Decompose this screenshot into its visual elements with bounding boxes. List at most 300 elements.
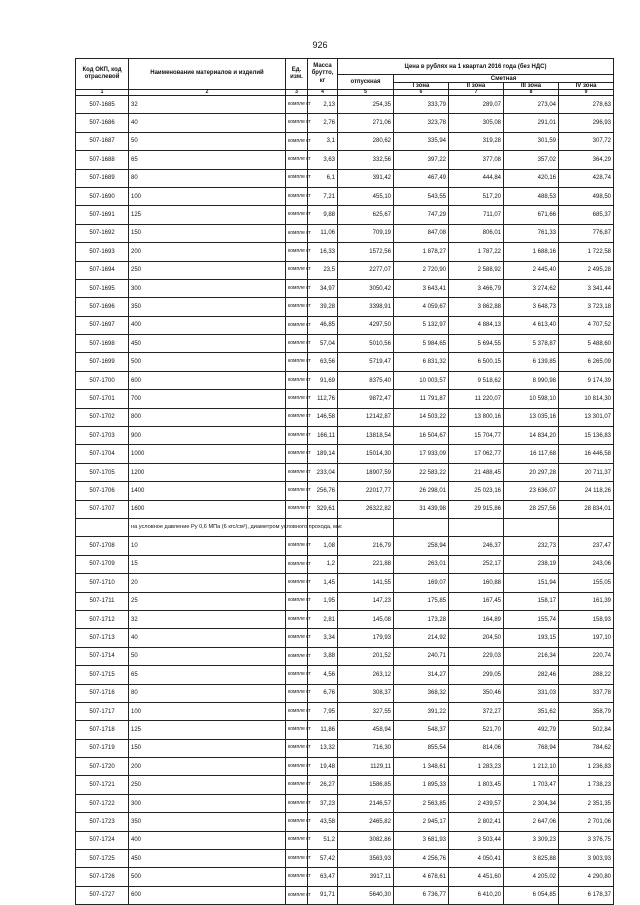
zone-1-price-cell: 175,85 [394,592,449,610]
name-cell: 800 [129,408,286,426]
release-price-cell: 147,23 [338,592,394,610]
zone-2-price-cell [449,518,504,536]
zone-4-price-cell: 24 118,26 [559,482,614,500]
unit-cell: компле кт [286,114,308,132]
mass-cell: 6,1 [308,169,338,187]
zone-4-price-cell: 358,79 [559,702,614,720]
zone-2-price-cell: 444,84 [449,169,504,187]
zone-2-price-cell: 17 062,77 [449,445,504,463]
col-number: 4 [308,90,338,96]
zone-1-price-cell: 323,78 [394,114,449,132]
mass-cell: 34,97 [308,279,338,297]
release-price-cell: 332,56 [338,151,394,169]
unit-cell: компле кт [286,408,308,426]
release-price-cell: 280,62 [338,132,394,150]
table-row [76,408,614,426]
unit-cell: компле кт [286,132,308,150]
name-cell: 350 [129,298,286,316]
mass-cell: 146,58 [308,408,338,426]
unit-cell: компле кт [286,279,308,297]
release-price-cell: 3398,91 [338,298,394,316]
mass-cell: 91,71 [308,886,338,904]
header-zone-3: III зона [504,83,559,90]
zone-3-price-cell: 6 054,85 [504,886,559,904]
table-row [76,886,614,904]
zone-3-price-cell: 20 297,28 [504,463,559,481]
table-row [76,758,614,776]
table-row [76,187,614,205]
table-row [76,353,614,371]
zone-1-price-cell: 548,37 [394,721,449,739]
name-cell: 350 [129,813,286,831]
zone-3-price-cell: 1 688,16 [504,243,559,261]
zone-3-price-cell: 5 378,87 [504,335,559,353]
page-number: 926 [312,40,328,50]
name-cell: 600 [129,886,286,904]
name-cell: 150 [129,739,286,757]
name-cell: 200 [129,758,286,776]
mass-cell: 4,56 [308,666,338,684]
zone-4-price-cell: 502,84 [559,721,614,739]
unit-cell: компле кт [286,206,308,224]
zone-4-price-cell: 237,47 [559,537,614,555]
release-price-cell: 5640,30 [338,886,394,904]
release-price-cell: 709,19 [338,224,394,242]
zone-4-price-cell: 278,63 [559,96,614,114]
release-price-cell: 216,79 [338,537,394,555]
table-row [76,335,614,353]
zone-2-price-cell: 521,70 [449,721,504,739]
code-cell: 507-1700 [76,371,129,389]
name-cell: 80 [129,684,286,702]
mass-cell: 256,76 [308,482,338,500]
zone-4-price-cell: 2 701,06 [559,813,614,831]
mass-cell: 3,88 [308,647,338,665]
name-cell: 10 [129,537,286,555]
zone-4-price-cell: 4 290,80 [559,868,614,886]
zone-2-price-cell: 2 588,92 [449,261,504,279]
zone-3-price-cell: 291,01 [504,114,559,132]
mass-cell: 26,27 [308,776,338,794]
zone-3-price-cell: 158,17 [504,592,559,610]
table-body [76,96,614,905]
zone-1-price-cell: 240,71 [394,647,449,665]
mass-cell: 233,04 [308,463,338,481]
name-cell: 300 [129,794,286,812]
zone-4-price-cell: 155,05 [559,574,614,592]
mass-cell: 7,21 [308,187,338,205]
zone-4-price-cell: 220,74 [559,647,614,665]
zone-2-price-cell: 246,37 [449,537,504,555]
release-price-cell: 271,06 [338,114,394,132]
code-cell: 507-1706 [76,482,129,500]
zone-3-price-cell: 4 613,40 [504,316,559,334]
unit-cell: компле кт [286,187,308,205]
zone-2-price-cell: 4 050,41 [449,850,504,868]
mass-cell: 9,88 [308,206,338,224]
name-cell: 50 [129,647,286,665]
name-cell: 32 [129,96,286,114]
code-cell: 507-1721 [76,776,129,794]
zone-2-price-cell: 21 488,45 [449,463,504,481]
mass-cell: 63,47 [308,868,338,886]
zone-1-price-cell: 5 132,97 [394,316,449,334]
col-number: 1 [76,90,129,96]
release-price-cell: 2465,82 [338,813,394,831]
zone-2-price-cell: 2 802,41 [449,813,504,831]
release-price-cell: 5010,56 [338,335,394,353]
zone-2-price-cell: 3 862,88 [449,298,504,316]
release-price-cell: 3082,86 [338,831,394,849]
header-release-price: отпускная [338,75,394,90]
table-row [76,610,614,628]
name-cell: 300 [129,279,286,297]
zone-4-price-cell: 364,29 [559,151,614,169]
unit-cell: компле кт [286,831,308,849]
name-cell: 450 [129,850,286,868]
zone-2-price-cell: 1 283,23 [449,758,504,776]
mass-cell: 57,04 [308,335,338,353]
zone-2-price-cell: 5 694,55 [449,335,504,353]
table-row [76,629,614,647]
zone-3-price-cell: 23 636,07 [504,482,559,500]
zone-1-price-cell: 2 563,85 [394,794,449,812]
code-cell: 507-1723 [76,813,129,831]
code-cell: 507-1702 [76,408,129,426]
zone-4-price-cell: 158,93 [559,610,614,628]
zone-3-price-cell: 13 035,16 [504,408,559,426]
unit-cell: компле кт [286,445,308,463]
table-row [76,390,614,408]
zone-2-price-cell: 289,07 [449,96,504,114]
zone-3-price-cell: 28 257,56 [504,500,559,518]
unit-cell: компле кт [286,886,308,904]
code-cell: 507-1714 [76,647,129,665]
zone-4-price-cell [559,518,614,536]
zone-4-price-cell: 15 136,83 [559,427,614,445]
zone-2-price-cell: 350,46 [449,684,504,702]
table-row [76,868,614,886]
zone-2-price-cell: 711,07 [449,206,504,224]
code-cell: 507-1709 [76,555,129,573]
code-cell: 507-1716 [76,684,129,702]
table-row [76,463,614,481]
zone-2-price-cell: 252,17 [449,555,504,573]
zone-1-price-cell: 1 895,33 [394,776,449,794]
zone-1-price-cell: 17 933,09 [394,445,449,463]
zone-4-price-cell: 296,93 [559,114,614,132]
zone-1-price-cell: 14 503,22 [394,408,449,426]
mass-cell: 112,76 [308,390,338,408]
zone-3-price-cell: 3 648,73 [504,298,559,316]
mass-cell: 3,34 [308,629,338,647]
table-row [76,427,614,445]
mass-cell: 37,23 [308,794,338,812]
name-cell: 450 [129,335,286,353]
zone-2-price-cell: 204,50 [449,629,504,647]
mass-cell: 2,81 [308,610,338,628]
code-cell: 507-1722 [76,794,129,812]
code-cell: 507-1704 [76,445,129,463]
code-cell: 507-1703 [76,427,129,445]
name-cell: 1600 [129,500,286,518]
zone-2-price-cell: 9 518,62 [449,371,504,389]
table-row [76,206,614,224]
zone-1-price-cell: 391,22 [394,702,449,720]
code-cell: 507-1687 [76,132,129,150]
release-price-cell: 3050,42 [338,279,394,297]
mass-cell: 63,56 [308,353,338,371]
code-cell: 507-1694 [76,261,129,279]
zone-2-price-cell: 6 410,20 [449,886,504,904]
col-number: 9 [559,90,614,96]
mass-cell: 19,48 [308,758,338,776]
col-number: 2 [129,90,286,96]
zone-3-price-cell: 238,19 [504,555,559,573]
mass-cell: 43,58 [308,813,338,831]
table-row [76,279,614,297]
zone-4-price-cell: 1 722,58 [559,243,614,261]
name-cell: 700 [129,390,286,408]
name-cell: 500 [129,353,286,371]
code-cell: 507-1717 [76,702,129,720]
code-cell: 507-1691 [76,206,129,224]
name-cell: 1200 [129,463,286,481]
zone-3-price-cell: 232,73 [504,537,559,555]
name-cell: 250 [129,261,286,279]
unit-cell: компле кт [286,868,308,886]
zone-4-price-cell: 2 495,28 [559,261,614,279]
code-cell: 507-1689 [76,169,129,187]
name-cell: 1000 [129,445,286,463]
table-row [76,224,614,242]
zone-2-price-cell: 1 803,45 [449,776,504,794]
zone-1-price-cell: 22 583,22 [394,463,449,481]
unit-cell: компле кт [286,629,308,647]
unit-cell: компле кт [286,537,308,555]
zone-2-price-cell: 1 787,22 [449,243,504,261]
mass-cell: 189,14 [308,445,338,463]
zone-4-price-cell: 5 488,60 [559,335,614,353]
zone-3-price-cell: 671,66 [504,206,559,224]
zone-2-price-cell: 377,08 [449,151,504,169]
zone-1-price-cell: 263,01 [394,555,449,573]
code-cell: 507-1724 [76,831,129,849]
zone-2-price-cell: 3 466,79 [449,279,504,297]
release-price-cell: 22017,77 [338,482,394,500]
unit-cell: компле кт [286,574,308,592]
table-row [76,776,614,794]
release-price-cell: 1586,85 [338,776,394,794]
release-price-cell: 8375,40 [338,371,394,389]
code-cell: 507-1711 [76,592,129,610]
zone-1-price-cell: 467,49 [394,169,449,187]
table-row [76,151,614,169]
zone-3-price-cell: 2 445,40 [504,261,559,279]
code-cell: 507-1726 [76,868,129,886]
zone-3-price-cell: 488,53 [504,187,559,205]
mass-cell: 2,13 [308,96,338,114]
table-row [76,316,614,334]
unit-cell: компле кт [286,169,308,187]
zone-1-price-cell: 4 059,67 [394,298,449,316]
zone-4-price-cell: 428,74 [559,169,614,187]
zone-4-price-cell: 337,78 [559,684,614,702]
release-price-cell: 391,42 [338,169,394,187]
zone-3-price-cell: 2 304,34 [504,794,559,812]
table-row [76,721,614,739]
zone-1-price-cell: 3 643,41 [394,279,449,297]
zone-2-price-cell: 6 500,15 [449,353,504,371]
release-price-cell: 145,08 [338,610,394,628]
unit-cell: компле кт [286,353,308,371]
zone-4-price-cell: 776,87 [559,224,614,242]
name-cell: 50 [129,132,286,150]
zone-1-price-cell: 4 256,76 [394,850,449,868]
zone-3-price-cell: 4 205,02 [504,868,559,886]
mass-cell: 3,63 [308,151,338,169]
name-cell: 40 [129,114,286,132]
section-title: на условное давление Ру 0,6 МПа (6 кгс/см²), диаметром условного прохода, мм: [129,518,286,536]
price-table [75,58,614,905]
zone-3-price-cell: 1 212,10 [504,758,559,776]
zone-2-price-cell: 814,06 [449,739,504,757]
code-cell: 507-1690 [76,187,129,205]
release-price-cell: 4297,50 [338,316,394,334]
code-cell [76,518,129,536]
zone-1-price-cell: 173,28 [394,610,449,628]
mass-cell: 7,95 [308,702,338,720]
table-row [76,666,614,684]
zone-4-price-cell: 3 903,93 [559,850,614,868]
zone-1-price-cell: 169,07 [394,574,449,592]
zone-1-price-cell: 847,08 [394,224,449,242]
unit-cell: компле кт [286,592,308,610]
section-header-row [76,518,614,536]
header-zone-2: II зона [449,83,504,90]
zone-1-price-cell: 31 439,98 [394,500,449,518]
release-price-cell: 625,67 [338,206,394,224]
code-cell: 507-1701 [76,390,129,408]
name-cell: 32 [129,610,286,628]
mass-cell: 11,86 [308,721,338,739]
table-row [76,500,614,518]
zone-3-price-cell: 3 274,62 [504,279,559,297]
zone-2-price-cell: 25 023,16 [449,482,504,500]
zone-1-price-cell: 855,54 [394,739,449,757]
header-mass: Масса брутто, кг [308,59,338,90]
zone-3-price-cell [504,518,559,536]
mass-cell: 91,69 [308,371,338,389]
table-row [76,684,614,702]
release-price-cell: 26322,82 [338,500,394,518]
zone-4-price-cell: 197,10 [559,629,614,647]
unit-cell: компле кт [286,610,308,628]
mass-cell: 2,76 [308,114,338,132]
zone-3-price-cell: 3 825,88 [504,850,559,868]
code-cell: 507-1699 [76,353,129,371]
unit-cell: компле кт [286,794,308,812]
zone-4-price-cell: 6 178,37 [559,886,614,904]
release-price-cell: 221,88 [338,555,394,573]
zone-1-price-cell: 26 298,01 [394,482,449,500]
zone-1-price-cell: 214,92 [394,629,449,647]
release-price-cell: 263,12 [338,666,394,684]
col-number: 7 [449,90,504,96]
unit-cell: компле кт [286,96,308,114]
header-estimate-price: Сметная [394,75,614,83]
mass-cell: 1,08 [308,537,338,555]
table-row [76,114,614,132]
table-row [76,794,614,812]
code-cell: 507-1725 [76,850,129,868]
unit-cell: компле кт [286,813,308,831]
name-cell: 400 [129,831,286,849]
table-row [76,850,614,868]
mass-cell: 329,61 [308,500,338,518]
code-cell: 507-1695 [76,279,129,297]
zone-3-price-cell: 273,04 [504,96,559,114]
header-unit: Ед. изм. [286,59,308,90]
code-cell: 507-1693 [76,243,129,261]
zone-4-price-cell: 20 711,37 [559,463,614,481]
name-cell: 500 [129,868,286,886]
zone-4-price-cell: 10 814,30 [559,390,614,408]
code-cell: 507-1686 [76,114,129,132]
zone-3-price-cell: 193,15 [504,629,559,647]
zone-4-price-cell: 16 446,58 [559,445,614,463]
zone-4-price-cell: 685,37 [559,206,614,224]
zone-1-price-cell [394,518,449,536]
zone-1-price-cell: 5 984,65 [394,335,449,353]
zone-1-price-cell: 16 504,67 [394,427,449,445]
release-price-cell: 327,55 [338,702,394,720]
name-cell: 250 [129,776,286,794]
code-cell: 507-1688 [76,151,129,169]
release-price-cell: 141,55 [338,574,394,592]
release-price-cell: 12142,87 [338,408,394,426]
zone-3-price-cell: 6 139,85 [504,353,559,371]
name-cell: 80 [129,169,286,187]
zone-4-price-cell: 161,39 [559,592,614,610]
zone-1-price-cell: 2 720,90 [394,261,449,279]
zone-4-price-cell: 6 265,09 [559,353,614,371]
name-cell: 100 [129,702,286,720]
zone-3-price-cell: 151,94 [504,574,559,592]
table-row [76,537,614,555]
unit-cell: компле кт [286,224,308,242]
zone-1-price-cell: 6 736,77 [394,886,449,904]
zone-3-price-cell: 155,74 [504,610,559,628]
mass-cell: 23,5 [308,261,338,279]
zone-2-price-cell: 29 915,86 [449,500,504,518]
zone-2-price-cell: 4 884,13 [449,316,504,334]
zone-1-price-cell: 397,22 [394,151,449,169]
unit-cell: компле кт [286,850,308,868]
table-row [76,574,614,592]
mass-cell: 1,45 [308,574,338,592]
zone-2-price-cell: 372,27 [449,702,504,720]
mass-cell: 51,2 [308,831,338,849]
zone-2-price-cell: 160,88 [449,574,504,592]
zone-3-price-cell: 420,16 [504,169,559,187]
zone-4-price-cell: 13 301,07 [559,408,614,426]
zone-4-price-cell: 307,72 [559,132,614,150]
zone-2-price-cell: 517,20 [449,187,504,205]
zone-3-price-cell: 331,03 [504,684,559,702]
mass-cell: 11,06 [308,224,338,242]
zone-3-price-cell: 282,46 [504,666,559,684]
